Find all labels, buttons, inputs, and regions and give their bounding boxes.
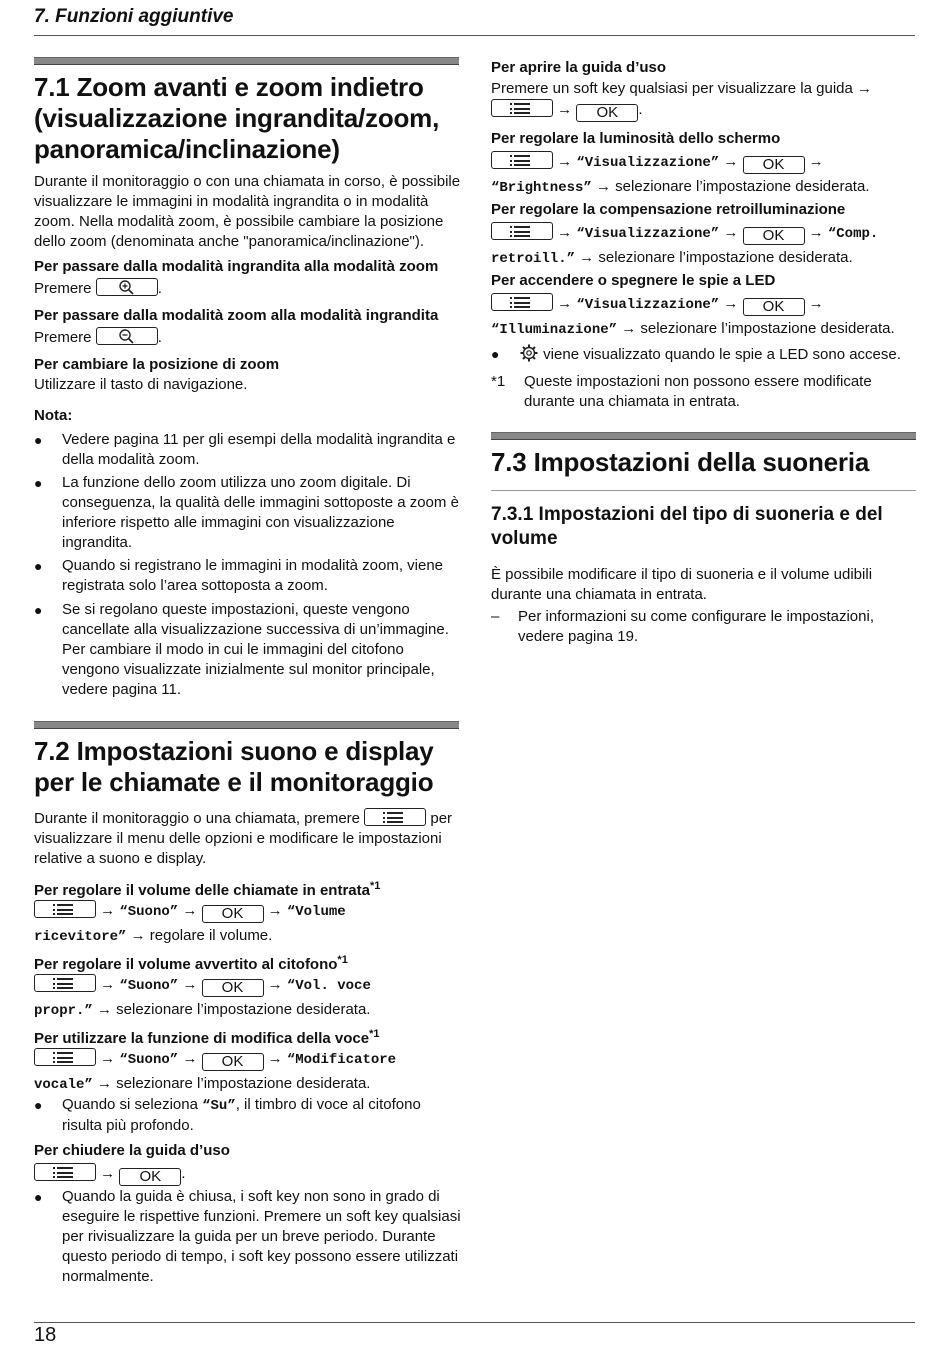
ok-key: OK	[743, 298, 805, 316]
menu-icon	[57, 1167, 73, 1181]
bullet-icon: ●	[34, 558, 43, 574]
zoom-position-text: Utilizzare il tasto di navigazione.	[34, 376, 248, 393]
heading-zoom-position: Per cambiare la posizione di zoom	[34, 356, 280, 373]
heading-to-wide: Per passare dalla modalità zoom alla modalità ingrandita	[34, 307, 439, 324]
section-title-7-3: 7.3 Impostazioni della suoneria	[491, 447, 870, 477]
bullet-icon: ●	[34, 432, 43, 448]
menu-key	[491, 151, 553, 169]
brightness-steps: → “Visualizzazione” → OK → “Brightness” → selezionare l’impostazione desiderata.	[491, 153, 870, 196]
ok-key: OK	[743, 227, 805, 245]
ok-key: OK	[743, 156, 805, 174]
page-number: 18	[34, 1324, 57, 1346]
menu-icon	[514, 226, 530, 240]
zoom-out-key	[96, 327, 158, 345]
bullet-icon: ●	[34, 475, 43, 491]
bullet-icon: ●	[34, 1189, 43, 1205]
section-bar	[34, 721, 459, 729]
section-bar	[491, 432, 916, 440]
ok-key: OK	[202, 905, 264, 923]
heading-brightness: Per regolare la luminosità dello schermo	[491, 130, 781, 147]
zoom-in-icon	[118, 279, 136, 295]
heading-doorphone-volume: Per regolare il volume avvertito al citofono$^{*1}$	[34, 954, 348, 973]
menu-key	[364, 808, 426, 826]
menu-key	[34, 1163, 96, 1181]
menu-icon	[387, 812, 403, 826]
open-guide-text: Premere un soft key qualsiasi per visualizzare la guida → → OK .	[491, 80, 873, 121]
chapter-header: 7. Funzioni aggiuntive	[34, 6, 234, 27]
doorphone-volume-steps: → “Suono” → OK → “Vol. voce propr.” → selezionare l’impostazione desiderata.	[34, 976, 371, 1019]
heading-to-zoom: Per passare dalla modalità ingrandita alla modalità zoom	[34, 258, 439, 275]
bullet-icon: ●	[491, 346, 500, 362]
press-zoom-out-line: Premere .	[34, 329, 162, 346]
voice-changer-steps: → “Suono” → OK → “Modificatore vocale” → selezionare l’impostazione desiderata.	[34, 1050, 397, 1093]
menu-icon	[57, 904, 73, 918]
led-note: ● viene visualizzato quando le spie a LED sono accese.	[491, 346, 901, 363]
close-guide-steps: → OK .	[34, 1163, 186, 1186]
heading-close-guide: Per chiudere la guida d’uso	[34, 1142, 230, 1159]
section-7-1-intro: Durante il monitoraggio o con una chiamata in corso, è possibile visualizzare le immagini in modalità ingrandita o in modalità zoom. Nella modalità zoom, è possibile cambiare la posizione dello zoom (denominata anche "panoramica/inclinazione").	[34, 173, 461, 250]
section-bar	[34, 57, 459, 65]
section-7-2-intro: Durante il monitoraggio o una chiamata, premere per visualizzare il menu delle opzioni e modificare le impostazioni relative a suono e display.	[34, 810, 453, 867]
ok-key: OK	[202, 979, 264, 997]
backlight-steps: → “Visualizzazione” → OK → “Comp. retroill.” → selezionare l’impostazione desiderata.	[491, 224, 879, 267]
incoming-volume-steps: → “Suono” → OK → “Volume ricevitore” → regolare il volume.	[34, 902, 346, 945]
premere-label: Premere	[34, 329, 92, 346]
menu-icon	[514, 103, 530, 117]
section-title-7-1: 7.1 Zoom avanti e zoom indietro (visualizzazione ingrandita/zoom, panoramica/inclinazione)	[34, 72, 440, 164]
ok-key: OK	[576, 104, 638, 122]
subsection-title-7-3-1: 7.3.1 Impostazioni del tipo di suoneria e del volume	[491, 504, 883, 549]
bullet-icon: ●	[34, 1097, 43, 1113]
premere-label: Premere	[34, 280, 92, 297]
bullet-icon: ●	[34, 602, 43, 618]
header-rule	[34, 35, 915, 36]
led-steps: → “Visualizzazione” → OK → “Illuminazione” → selezionare l’impostazione desiderata.	[491, 295, 895, 338]
note-label: Nota:	[34, 407, 73, 424]
footer-rule	[34, 1322, 915, 1323]
subsection-7-3-1-item: – Per informazioni su come configurare le impostazioni, vedere pagina 19.	[491, 608, 874, 645]
zoom-out-icon	[118, 328, 136, 344]
voice-changer-note: ● Quando si seleziona “Su”, il timbro di voce al citofono risulta più profondo.	[34, 1096, 421, 1134]
heading-voice-changer: Per utilizzare la funzione di modifica della voce$^{*1}$	[34, 1028, 380, 1047]
menu-key	[34, 1048, 96, 1066]
close-guide-note: ● Quando la guida è chiusa, i soft key non sono in grado di eseguire le rispettive funzioni. Premere un soft key qualsiasi per rivisualizzare la guida per un breve periodo. Durante questo periodo di tempo, i soft key possono essere utilizzati normalmente.	[34, 1188, 461, 1285]
section-title-7-2: 7.2 Impostazioni suono e display per le chiamate e il monitoraggio	[34, 736, 434, 797]
heading-incoming-volume: Per regolare il volume delle chiamate in entrata$^{*1}$	[34, 880, 381, 899]
menu-icon	[514, 155, 530, 169]
menu-key	[34, 900, 96, 918]
menu-icon	[57, 1052, 73, 1066]
note-item: ● Se si regolano queste impostazioni, queste vengono cancellate alla visualizzazione successiva di un’immagine. Per cambiare il modo in cui le immagini del citofono vengono visualizzate inizialmente sul monitor principale, vedere pagina 11.	[34, 601, 449, 698]
ok-key: OK	[119, 1168, 181, 1186]
menu-key	[491, 99, 553, 117]
menu-icon	[57, 978, 73, 992]
heading-open-guide: Per aprire la guida d’uso	[491, 59, 667, 76]
menu-key	[491, 293, 553, 311]
note-item: ● Vedere pagina 11 per gli esempi della modalità ingrandita e della modalità zoom.	[34, 431, 456, 468]
subsection-rule	[491, 490, 916, 491]
press-zoom-in-line: Premere .	[34, 280, 162, 297]
ok-key: OK	[202, 1053, 264, 1071]
heading-led: Per accendere o spegnere le spie a LED	[491, 272, 776, 289]
led-settings-icon	[519, 344, 539, 362]
menu-key	[34, 974, 96, 992]
note-item: ● Quando si registrano le immagini in modalità zoom, viene registrata solo l’area sottoposta a zoom.	[34, 557, 444, 594]
zoom-in-key	[96, 278, 158, 296]
heading-backlight: Per regolare la compensazione retroilluminazione	[491, 201, 846, 218]
subsection-7-3-1-text: È possibile modificare il tipo di suoneria e il volume udibili durante una chiamata in entrata.	[491, 566, 873, 603]
menu-key	[491, 222, 553, 240]
menu-icon	[514, 297, 530, 311]
note-item: ● La funzione dello zoom utilizza uno zoom digitale. Di conseguenza, la qualità delle immagini sottoposte a zoom è inferiore rispetto alle immagini con visualizzazione ingrandita.	[34, 474, 459, 551]
